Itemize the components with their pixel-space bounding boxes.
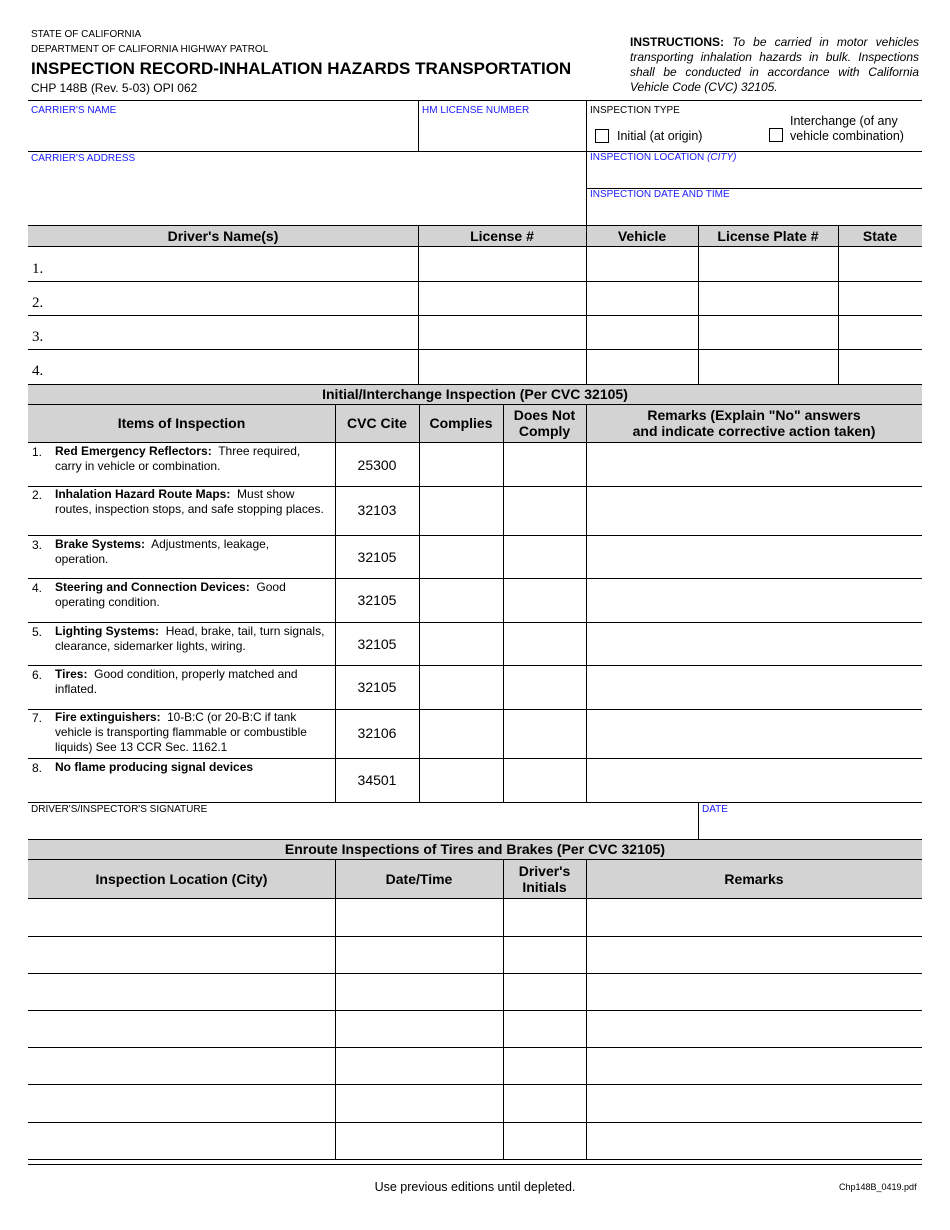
item-text xyxy=(55,487,329,517)
complies-cell[interactable] xyxy=(421,760,501,800)
initial-checkbox[interactable] xyxy=(595,129,609,143)
enroute-datetime-input[interactable] xyxy=(337,900,501,934)
enroute-initials-input[interactable] xyxy=(505,1086,584,1120)
rule xyxy=(28,100,922,101)
does-not-comply-cell[interactable] xyxy=(505,488,584,533)
interchange-label-line2: vehicle combination) xyxy=(790,129,904,143)
remarks-cell[interactable] xyxy=(588,624,920,663)
items-header: Items of Inspection xyxy=(117,415,246,431)
enroute-initials-input[interactable] xyxy=(505,900,584,934)
enroute-remarks-input[interactable] xyxy=(588,938,920,971)
does-not-comply-cell[interactable] xyxy=(505,667,584,707)
does-not-comply-line2: Comply xyxy=(518,423,571,439)
rule xyxy=(28,622,922,623)
remarks-header-line2: and indicate corrective action taken) xyxy=(632,423,876,439)
footer-file: Chp148B_0419.pdf xyxy=(839,1182,917,1192)
enroute-remarks-input[interactable] xyxy=(588,1086,920,1120)
item-cite: 32106 xyxy=(357,725,397,741)
form-number: CHP 148B (Rev. 5-03) OPI 062 xyxy=(31,81,198,95)
rule xyxy=(28,151,922,152)
remarks-cell[interactable] xyxy=(588,488,920,533)
item-cite: 34501 xyxy=(357,772,397,788)
rule xyxy=(28,349,922,350)
rule xyxy=(418,225,419,384)
vehicle-header: Vehicle xyxy=(617,227,667,244)
complies-cell[interactable] xyxy=(421,667,501,707)
cvc-cite-header: CVC Cite xyxy=(347,415,407,431)
rule xyxy=(28,758,922,759)
rule xyxy=(335,859,336,1159)
enroute-location-input[interactable] xyxy=(30,1124,333,1157)
item-cite: 32103 xyxy=(357,502,397,518)
inspection-type-label: INSPECTION TYPE xyxy=(590,105,680,116)
item-desc: Good condition, properly matched and inflated. xyxy=(55,667,298,696)
instructions-label: INSTRUCTIONS: xyxy=(630,35,724,49)
hm-license-input[interactable] xyxy=(421,120,583,148)
item-cite: 25300 xyxy=(357,457,397,473)
item-bold: Tires: xyxy=(55,667,88,681)
rule xyxy=(28,1047,922,1048)
remarks-header-line1: Remarks (Explain "No" answers xyxy=(647,407,861,423)
rule xyxy=(28,1010,922,1011)
inspection-section-title: Initial/Interchange Inspection (Per CVC 32105) xyxy=(322,386,628,402)
instructions-text: To be carried in motor vehicles transporting inhalation hazards in bulk. Inspections shall be conducted in accordance with California Vehicle Code (CVC) 32105. xyxy=(630,35,919,94)
rule xyxy=(28,442,922,443)
enroute-initials-input[interactable] xyxy=(505,1124,584,1157)
does-not-comply-cell[interactable] xyxy=(505,760,584,800)
item-desc: Head, brake, tail, turn signals, clearance, sidemarker lights, wiring. xyxy=(55,624,325,653)
driver-row-number: 1. xyxy=(32,261,44,277)
remarks-cell[interactable] xyxy=(588,667,920,707)
enroute-datetime-input[interactable] xyxy=(337,975,501,1008)
complies-cell[interactable] xyxy=(421,711,501,756)
item-number: 8. xyxy=(32,761,43,775)
driver-row-number: 4. xyxy=(32,363,44,379)
item-bold: No flame producing signal devices xyxy=(55,760,254,774)
enroute-remarks-header: Remarks xyxy=(724,870,784,887)
item-number: 4. xyxy=(32,581,43,595)
rule xyxy=(698,225,699,384)
inspection-location-text: INSPECTION LOCATION xyxy=(590,152,705,163)
state-label: STATE OF CALIFORNIA xyxy=(31,29,142,40)
license-header: License # xyxy=(470,227,534,244)
item-text xyxy=(55,580,329,610)
does-not-comply-cell[interactable] xyxy=(505,537,584,576)
inspection-location-input[interactable] xyxy=(589,166,919,186)
item-bold: Red Emergency Reflectors: xyxy=(55,444,212,458)
item-bold: Fire extinguishers: xyxy=(55,710,161,724)
does-not-comply-cell[interactable] xyxy=(505,624,584,663)
rule xyxy=(28,665,922,666)
inspection-datetime-label: INSPECTION DATE AND TIME xyxy=(590,189,730,200)
inspection-location-city: (CITY) xyxy=(707,152,737,163)
enroute-section-title: Enroute Inspections of Tires and Brakes (Per CVC 32105) xyxy=(284,841,666,857)
complies-cell[interactable] xyxy=(421,444,501,484)
enroute-datetime-input[interactable] xyxy=(337,1086,501,1120)
item-cite: 32105 xyxy=(357,549,397,565)
carriers-name-input[interactable] xyxy=(30,120,414,148)
rule xyxy=(418,100,419,151)
item-desc: Good operating condition. xyxy=(55,580,286,609)
date-input[interactable] xyxy=(701,817,919,837)
item-number: 3. xyxy=(32,538,43,552)
state-header: State xyxy=(862,227,898,244)
enroute-datetime-input[interactable] xyxy=(337,938,501,971)
complies-cell[interactable] xyxy=(421,537,501,576)
item-bold: Inhalation Hazard Route Maps: xyxy=(55,487,231,501)
enroute-location-header: Inspection Location (City) xyxy=(95,870,268,887)
rule xyxy=(503,404,504,802)
enroute-initials-input[interactable] xyxy=(505,975,584,1008)
item-text xyxy=(55,444,329,474)
enroute-remarks-input[interactable] xyxy=(588,1124,920,1157)
item-text xyxy=(55,667,329,697)
inspection-datetime-input[interactable] xyxy=(589,203,919,223)
remarks-cell[interactable] xyxy=(588,580,920,620)
department-label: DEPARTMENT OF CALIFORNIA HIGHWAY PATROL xyxy=(31,44,269,55)
enroute-initials-input[interactable] xyxy=(505,938,584,971)
hm-license-label: HM LICENSE NUMBER xyxy=(422,105,530,116)
item-number: 7. xyxy=(32,711,43,725)
enroute-initials-line2: Initials xyxy=(522,878,567,895)
date-label: DATE xyxy=(702,804,728,815)
form-title: INSPECTION RECORD-INHALATION HAZARDS TRANSPORTATION xyxy=(31,59,572,78)
enroute-location-input[interactable] xyxy=(30,1049,333,1082)
item-cite: 32105 xyxy=(357,679,397,695)
item-desc: 10-B:C (or 20-B:C if tank vehicle is transporting flammable or combustible liquids) See 13 CCR Sec. 1162.1 xyxy=(55,710,307,754)
does-not-comply-header xyxy=(503,404,586,442)
enroute-location-input[interactable] xyxy=(30,975,333,1008)
complies-header: Complies xyxy=(429,415,493,431)
carriers-address-label: CARRIER'S ADDRESS xyxy=(31,153,136,164)
enroute-datetime-input[interactable] xyxy=(337,1049,501,1082)
license-plate-header: License Plate # xyxy=(717,227,819,244)
signature-input[interactable] xyxy=(30,817,695,837)
item-cite: 32105 xyxy=(357,636,397,652)
rule xyxy=(503,859,504,1159)
item-desc: Adjustments, leakage, operation. xyxy=(55,537,270,566)
inspection-location-label xyxy=(590,152,737,163)
item-number: 2. xyxy=(32,488,43,502)
rule xyxy=(28,535,922,536)
complies-cell[interactable] xyxy=(421,580,501,620)
item-text xyxy=(55,760,329,775)
enroute-remarks-input[interactable] xyxy=(588,900,920,934)
enroute-datetime-header: Date/Time xyxy=(385,870,453,887)
enroute-location-input[interactable] xyxy=(30,1086,333,1120)
does-not-comply-cell[interactable] xyxy=(505,444,584,484)
rule xyxy=(28,1122,922,1123)
footer-note: Use previous editions until depleted. xyxy=(374,1180,576,1194)
item-text xyxy=(55,710,331,755)
rule xyxy=(28,802,922,803)
does-not-comply-line1: Does Not xyxy=(513,407,576,423)
carriers-address-input[interactable] xyxy=(30,168,583,222)
rule xyxy=(28,578,922,579)
item-number: 6. xyxy=(32,668,43,682)
item-number: 5. xyxy=(32,625,43,639)
rule xyxy=(838,225,839,384)
rule xyxy=(28,936,922,937)
complies-cell[interactable] xyxy=(421,624,501,663)
signature-label: DRIVER'S/INSPECTOR'S SIGNATURE xyxy=(31,804,208,815)
rule xyxy=(586,100,587,225)
enroute-initials-input[interactable] xyxy=(505,1049,584,1082)
driver-row-number: 2. xyxy=(32,295,44,311)
rule xyxy=(28,898,922,899)
item-bold: Steering and Connection Devices: xyxy=(55,580,250,594)
interchange-checkbox[interactable] xyxy=(769,128,783,142)
enroute-initials-line1: Driver's xyxy=(518,862,571,879)
enroute-location-input[interactable] xyxy=(30,1012,333,1045)
remarks-cell[interactable] xyxy=(588,537,920,576)
enroute-location-input[interactable] xyxy=(30,938,333,971)
does-not-comply-cell[interactable] xyxy=(505,711,584,756)
item-desc: Three required, carry in vehicle or combination. xyxy=(55,444,301,473)
rule xyxy=(28,281,922,282)
item-desc: Must show routes, inspection stops, and safe stopping places. xyxy=(55,487,324,516)
driver-row-number: 3. xyxy=(32,329,44,345)
rule xyxy=(698,802,699,839)
complies-cell[interactable] xyxy=(421,488,501,533)
item-cite: 32105 xyxy=(357,592,397,608)
item-bold: Lighting Systems: xyxy=(55,624,160,638)
rule xyxy=(28,1164,922,1165)
rule xyxy=(586,225,587,384)
interchange-label-line1: Interchange (of any xyxy=(790,114,898,128)
item-bold: Brake Systems: xyxy=(55,537,146,551)
rule xyxy=(28,1084,922,1085)
enroute-initials-input[interactable] xyxy=(505,1012,584,1045)
item-number: 1. xyxy=(32,445,43,459)
enroute-datetime-input[interactable] xyxy=(337,1012,501,1045)
rule xyxy=(28,973,922,974)
instructions xyxy=(630,35,919,95)
initial-label: Initial (at origin) xyxy=(617,129,703,143)
enroute-remarks-input[interactable] xyxy=(588,1049,920,1082)
rule xyxy=(28,1159,922,1160)
rule xyxy=(419,404,420,802)
item-text xyxy=(55,537,305,567)
remarks-cell[interactable] xyxy=(588,760,920,800)
enroute-remarks-input[interactable] xyxy=(588,975,920,1008)
rule xyxy=(28,315,922,316)
interchange-label xyxy=(790,114,904,144)
remarks-cell[interactable] xyxy=(588,711,920,756)
enroute-datetime-input[interactable] xyxy=(337,1124,501,1157)
rule xyxy=(586,404,587,802)
carriers-name-label: CARRIER'S NAME xyxy=(31,105,117,116)
rule xyxy=(586,859,587,1159)
enroute-remarks-input[interactable] xyxy=(588,1012,920,1045)
item-text xyxy=(55,624,329,654)
drivers-name-header: Driver's Name(s) xyxy=(167,227,279,244)
does-not-comply-cell[interactable] xyxy=(505,580,584,620)
enroute-initials-header xyxy=(503,859,586,898)
remarks-header xyxy=(586,404,922,442)
rule xyxy=(28,246,922,247)
remarks-cell[interactable] xyxy=(588,444,920,484)
enroute-location-input[interactable] xyxy=(30,900,333,934)
